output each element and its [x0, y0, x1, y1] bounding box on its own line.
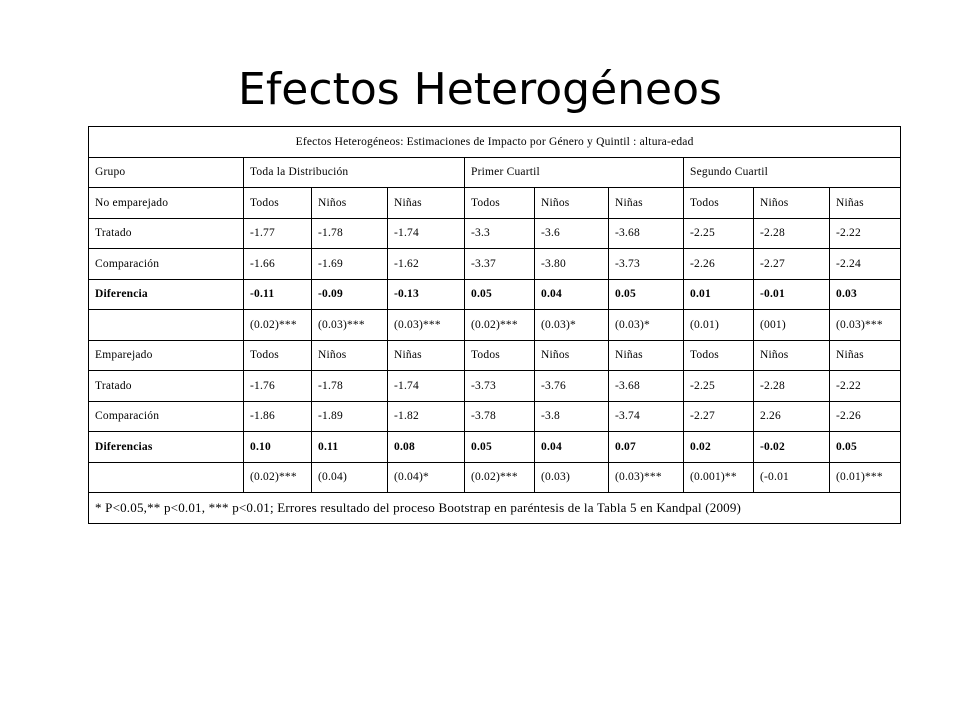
- table-cell: -3.73: [465, 371, 535, 402]
- table-cell: -2.28: [754, 218, 830, 249]
- table-cell: -3.68: [609, 218, 684, 249]
- table-cell: -3.74: [609, 401, 684, 432]
- table-cell: -1.69: [312, 249, 388, 280]
- table-cell: -0.11: [244, 279, 312, 310]
- table-cell: (0.03)***: [312, 310, 388, 341]
- table-cell: -1.77: [244, 218, 312, 249]
- group-header-primer-cuartil: Primer Cuartil: [465, 157, 684, 188]
- table-cell: -2.28: [754, 371, 830, 402]
- table-cell: Todos: [465, 340, 535, 371]
- table-cell: Todos: [684, 340, 754, 371]
- table-cell: Niños: [754, 188, 830, 219]
- row-label-cell: Comparación: [89, 401, 244, 432]
- table-cell: (0.01)***: [830, 462, 901, 493]
- table-row: [89, 310, 901, 341]
- table-cell: (0.03): [535, 462, 609, 493]
- table-cell: -3.78: [465, 401, 535, 432]
- table-cell: (0.02)***: [244, 310, 312, 341]
- table-cell: (0.02)***: [465, 310, 535, 341]
- table-cell: Niños: [535, 188, 609, 219]
- table-cell: -3.37: [465, 249, 535, 280]
- table-cell: Niñas: [388, 188, 465, 219]
- table-cell: Niños: [312, 188, 388, 219]
- table-cell: -2.27: [684, 401, 754, 432]
- group-header-segundo-cuartil: Segundo Cuartil: [684, 157, 901, 188]
- table-row: [89, 279, 901, 310]
- table-cell: -1.66: [244, 249, 312, 280]
- table-cell: Niños: [312, 340, 388, 371]
- table-group-header-row: [89, 157, 901, 188]
- row-label-cell: Diferencia: [89, 279, 244, 310]
- table-row: [89, 401, 901, 432]
- table-cell: (-0.01: [754, 462, 830, 493]
- table-cell: -2.22: [830, 371, 901, 402]
- table-cell: -0.13: [388, 279, 465, 310]
- table-cell: (0.03)*: [609, 310, 684, 341]
- table-cell: -1.78: [312, 371, 388, 402]
- table-cell: (001): [754, 310, 830, 341]
- group-header-toda-la-distribucion: Toda la Distribución: [244, 157, 465, 188]
- table-cell: Todos: [244, 188, 312, 219]
- table-row: [89, 188, 901, 219]
- table-cell: (0.03)***: [609, 462, 684, 493]
- table-cell: -1.62: [388, 249, 465, 280]
- table-cell: -1.82: [388, 401, 465, 432]
- table-cell: 0.03: [830, 279, 901, 310]
- table-cell: -1.86: [244, 401, 312, 432]
- table-cell: Niñas: [609, 188, 684, 219]
- table-cell: 0.07: [609, 432, 684, 463]
- table-cell: -3.3: [465, 218, 535, 249]
- table-cell: -2.25: [684, 371, 754, 402]
- table-cell: Todos: [465, 188, 535, 219]
- table-row: [89, 432, 901, 463]
- table-cell: 2.26: [754, 401, 830, 432]
- table-cell: -2.25: [684, 218, 754, 249]
- table-cell: Niñas: [388, 340, 465, 371]
- table-cell: (0.02)***: [465, 462, 535, 493]
- table-cell: Niñas: [830, 340, 901, 371]
- row-label-cell: Emparejado: [89, 340, 244, 371]
- table-row: [89, 371, 901, 402]
- table-cell: (0.03)***: [830, 310, 901, 341]
- table-caption-row: [89, 127, 901, 158]
- table-cell: 0.04: [535, 279, 609, 310]
- table-cell: 0.10: [244, 432, 312, 463]
- table-cell: 0.11: [312, 432, 388, 463]
- table-cell: (0.03)***: [388, 310, 465, 341]
- table-cell: -2.24: [830, 249, 901, 280]
- table-row: [89, 218, 901, 249]
- table-cell: Niños: [535, 340, 609, 371]
- table-cell: -3.68: [609, 371, 684, 402]
- row-label-cell: Diferencias: [89, 432, 244, 463]
- results-table-container: [88, 126, 900, 524]
- table-cell: -1.74: [388, 371, 465, 402]
- row-label-cell: Tratado: [89, 218, 244, 249]
- table-cell: -1.89: [312, 401, 388, 432]
- table-footnote: * P<0.05,** p<0.01, *** p<0.01; Errores resultado del proceso Bootstrap en paréntesis de la Tabla 5 en Kandpal (2009): [89, 493, 901, 524]
- table-cell: (0.04): [312, 462, 388, 493]
- table-cell: 0.05: [830, 432, 901, 463]
- table-row: [89, 462, 901, 493]
- table-cell: -2.26: [830, 401, 901, 432]
- table-cell: 0.01: [684, 279, 754, 310]
- table-cell: 0.04: [535, 432, 609, 463]
- table-cell: 0.02: [684, 432, 754, 463]
- table-cell: -3.6: [535, 218, 609, 249]
- table-row: [89, 340, 901, 371]
- table-cell: (0.04)*: [388, 462, 465, 493]
- table-cell: 0.05: [465, 279, 535, 310]
- table-cell: Todos: [244, 340, 312, 371]
- table-cell: -0.01: [754, 279, 830, 310]
- row-label-cell: Comparación: [89, 249, 244, 280]
- table-cell: -0.02: [754, 432, 830, 463]
- table-caption: Efectos Heterogéneos: Estimaciones de Impacto por Género y Quintil : altura-edad: [89, 127, 901, 158]
- table-cell: -3.73: [609, 249, 684, 280]
- table-cell: -0.09: [312, 279, 388, 310]
- table-cell: -3.8: [535, 401, 609, 432]
- table-cell: -2.26: [684, 249, 754, 280]
- table-cell: -1.78: [312, 218, 388, 249]
- table-cell: -3.76: [535, 371, 609, 402]
- table-cell: -3.80: [535, 249, 609, 280]
- table-cell: (0.02)***: [244, 462, 312, 493]
- row-label-cell: Tratado: [89, 371, 244, 402]
- table-footnote-row: [89, 493, 901, 524]
- table-cell: 0.08: [388, 432, 465, 463]
- table-cell: (0.01): [684, 310, 754, 341]
- row-label-cell: [89, 462, 244, 493]
- group-header-grupo: Grupo: [89, 157, 244, 188]
- row-label-cell: No emparejado: [89, 188, 244, 219]
- table-cell: -1.76: [244, 371, 312, 402]
- table-cell: -2.27: [754, 249, 830, 280]
- table-cell: Niñas: [830, 188, 901, 219]
- table-cell: Todos: [684, 188, 754, 219]
- table-row: [89, 249, 901, 280]
- slide-title: Efectos Heterogéneos: [238, 64, 722, 115]
- table-cell: -2.22: [830, 218, 901, 249]
- table-cell: Niños: [754, 340, 830, 371]
- table-cell: -1.74: [388, 218, 465, 249]
- table-cell: 0.05: [609, 279, 684, 310]
- table-cell: 0.05: [465, 432, 535, 463]
- row-label-cell: [89, 310, 244, 341]
- results-table: [88, 126, 901, 524]
- table-cell: (0.03)*: [535, 310, 609, 341]
- table-cell: Niñas: [609, 340, 684, 371]
- table-cell: (0.001)**: [684, 462, 754, 493]
